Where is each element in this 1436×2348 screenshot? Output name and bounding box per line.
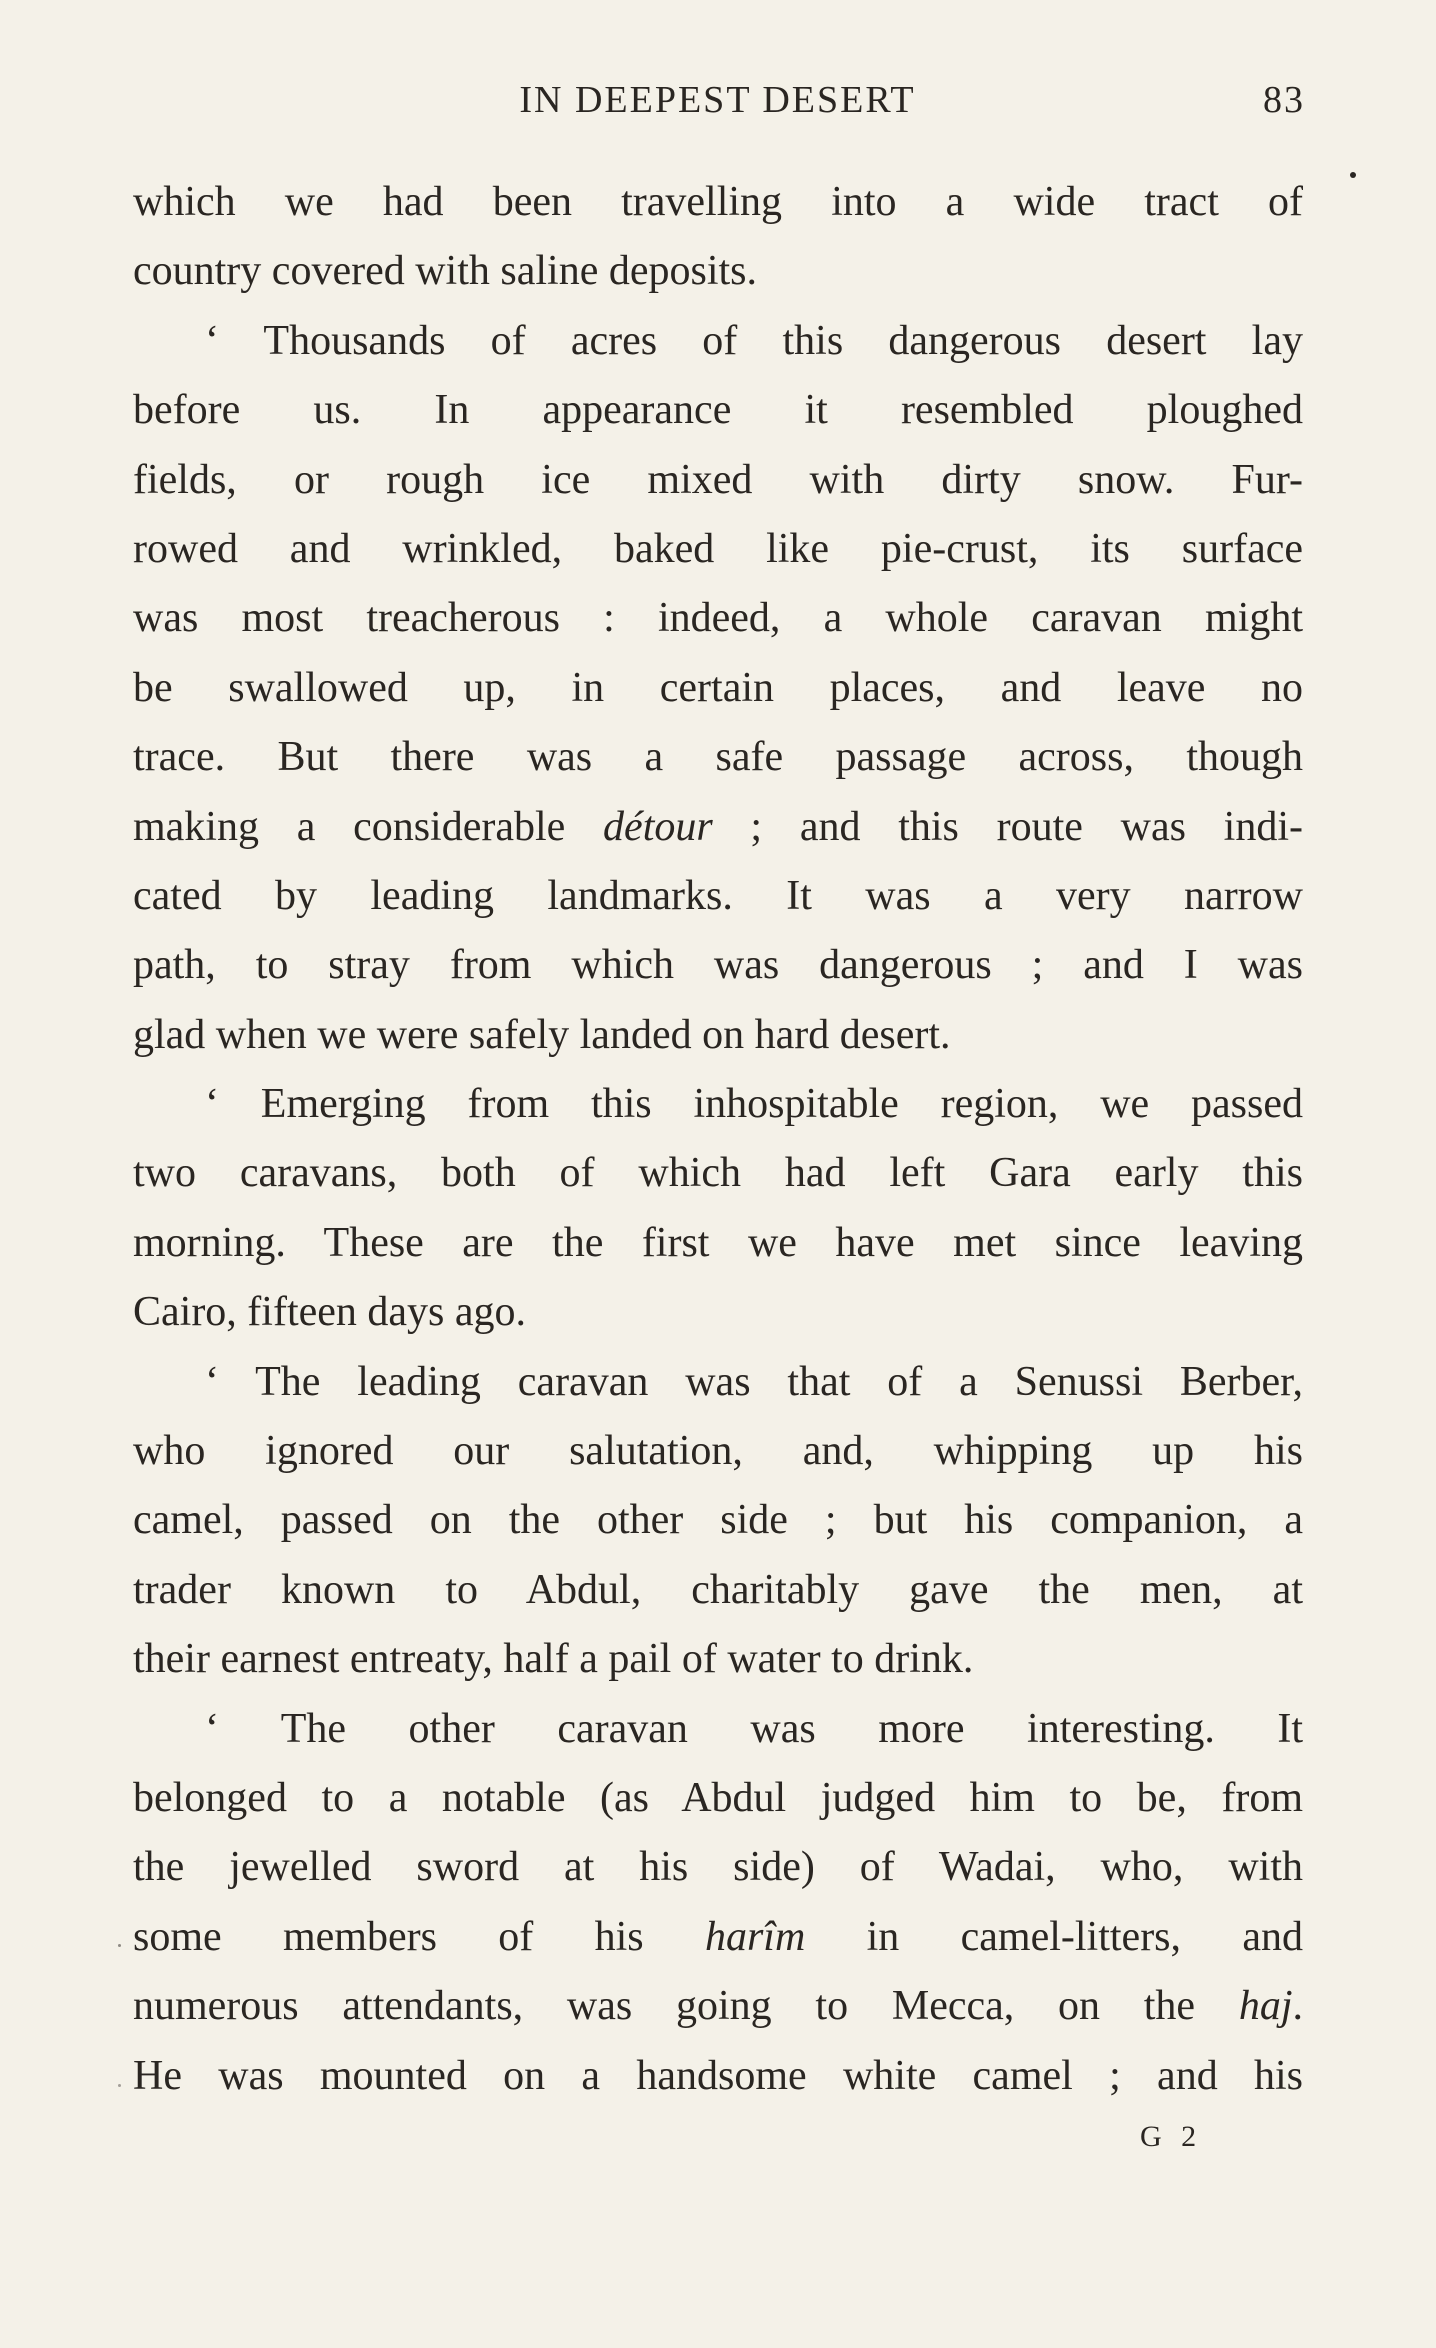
text-line: belonged to a notable (as Abdul judged him to be, from bbox=[133, 1774, 1303, 1821]
page-number: 83 bbox=[1263, 79, 1305, 121]
italic-word: haj bbox=[1238, 1983, 1293, 2030]
text-line: cated by leading landmarks. It was a very narrow bbox=[133, 872, 1303, 919]
text-line: was most treacherous : indeed, a whole caravan might bbox=[133, 595, 1303, 642]
text-run: . bbox=[1292, 1983, 1303, 2030]
body-text bbox=[133, 168, 1303, 2111]
text-line: camel, passed on the other side ; but his companion, a bbox=[133, 1497, 1303, 1544]
text-line: two caravans, both of which had left Gara early this bbox=[133, 1150, 1303, 1197]
text-line: before us. In appearance it resembled ploughed bbox=[133, 387, 1303, 434]
text-line: path, to stray from which was dangerous ; and I was bbox=[133, 942, 1303, 989]
text-line: their earnest entreaty, half a pail of water to drink. bbox=[133, 1636, 974, 1683]
ink-speck bbox=[118, 2084, 121, 2087]
italic-word: détour bbox=[603, 803, 713, 850]
text-line: fields, or rough ice mixed with dirty snow. Fur- bbox=[133, 456, 1303, 503]
running-title: IN DEEPEST DESERT bbox=[519, 79, 916, 121]
text-line: morning. These are the first we have met since leaving bbox=[133, 1219, 1303, 1266]
text-line: ‘ Thousands of acres of this dangerous desert lay bbox=[205, 317, 1303, 364]
text-run: some members of his bbox=[133, 1913, 705, 1960]
text-line: Cairo, fifteen days ago. bbox=[133, 1289, 527, 1336]
text-run: numerous attendants, was going to Mecca, on the bbox=[133, 1983, 1239, 2030]
signature-mark: G 2 bbox=[1140, 2120, 1203, 2153]
text-line: which we had been travelling into a wide tract of bbox=[133, 179, 1303, 225]
text-line: the jewelled sword at his side) of Wadai, who, with bbox=[133, 1844, 1303, 1891]
text-run: ; and this route was indi- bbox=[712, 803, 1303, 850]
text-line bbox=[133, 1972, 1303, 2041]
text-line: ‘ The leading caravan was that of a Senussi Berber, bbox=[205, 1358, 1303, 1405]
text-run: making a considerable bbox=[133, 803, 604, 850]
text-line: He was mounted on a handsome white camel ; and his bbox=[133, 2052, 1303, 2099]
text-line: ‘ The other caravan was more interesting. It bbox=[205, 1705, 1303, 1752]
ink-speck bbox=[118, 1944, 121, 1947]
ink-speck bbox=[1350, 172, 1356, 178]
text-line: who ignored our salutation, and, whipping up his bbox=[133, 1428, 1303, 1475]
text-line bbox=[133, 1903, 1303, 1972]
text-line: trace. But there was a safe passage across, though bbox=[133, 734, 1303, 781]
text-line: rowed and wrinkled, baked like pie-crust, its surface bbox=[133, 525, 1303, 572]
text-run: in camel-litters, and bbox=[805, 1913, 1303, 1960]
text-line: country covered with saline deposits. bbox=[133, 248, 758, 295]
text-line: ‘ Emerging from this inhospitable region, we passed bbox=[205, 1081, 1303, 1128]
text-line: glad when we were safely landed on hard desert. bbox=[133, 1011, 951, 1058]
text-line: be swallowed up, in certain places, and leave no bbox=[133, 664, 1303, 711]
italic-word: harîm bbox=[704, 1913, 806, 1960]
text-line bbox=[133, 793, 1303, 862]
text-line: trader known to Abdul, charitably gave the men, at bbox=[133, 1566, 1303, 1613]
running-head bbox=[130, 78, 1305, 128]
